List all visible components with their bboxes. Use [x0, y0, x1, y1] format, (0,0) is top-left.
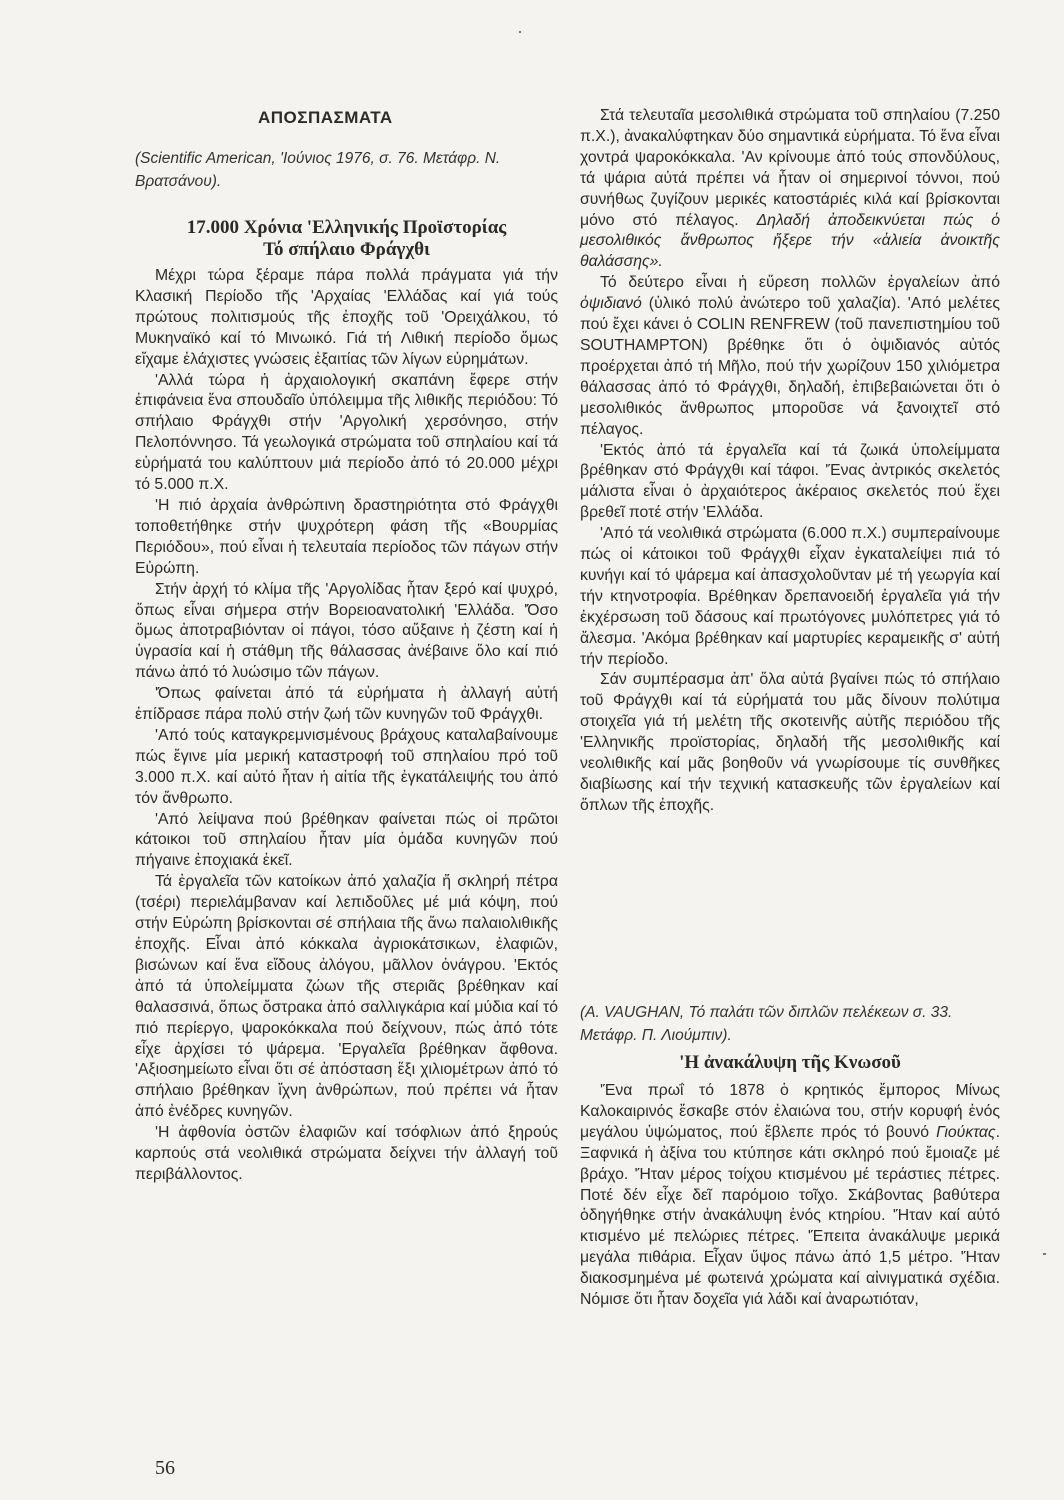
left-source-citation: (Scientific American, 'Ιούνιος 1976, σ. 76. Μετάφρ. Ν. Βρατσάνου). — [135, 150, 501, 190]
paragraph: 'Από τούς καταγκρεμνισμένους βράχους καταλαβαίνουμε πώς ἔγινε μία μερική καταστροφή τοῦ σπηλαίου πρό τοῦ 3.000 π.Χ. καί αὐτό ἦταν ἡ αἰτία τῆς ἐγκατάλειψής του ἀπό τόν ἄνθρωπο. — [135, 726, 558, 807]
paragraph: 'Εκτός ἀπό τά ἐργαλεῖα καί τά ζωικά ὑπολείμματα βρέθηκαν στό Φράγχθι καί τάφοι. 'Ένας ἀντρικός σκελετός μάλιστα εἶναι ὁ ἀρχαιότερος ἀκέραιος σκελετός πού ἔχει βρεθεῖ ποτέ στήν 'Ελλάδα. — [580, 441, 1000, 522]
scan-speck — [519, 31, 521, 33]
right-source-citation: (A. VAUGHAN, Τό παλάτι τῶν διπλῶν πελέκεων σ. 33. Μετάφρ. Π. Λιούμπιν). — [580, 1004, 953, 1044]
article1-title — [135, 217, 558, 261]
paragraph: Τά ἐργαλεῖα τῶν κατοίκων ἀπό χαλαζία ἤ σκληρή πέτρα (τσέρι) περιελάμβαναν καί λεπιδοῦλες μέ μιά κόψη, πού στήν Εὐρώπη βρίσκονται σέ σπήλαια τῆς ἄνω παλαιολιθικῆς ἐποχῆς. Εἶναι ἀπό κόκκαλα ἀγριοκάτσικων, ἐλαφιῶν, βισώνων καί ἕνα εἴδους ἀλόγου, μᾶλλον ὀνάγρου. 'Εκτός ἀπό τά ὑπολείμματα ζώων τῆς στεριᾶς βρέθηκαν καί θαλασσινά, ὅπως ὄστρακα ἀπό σαλλιγκάρια καί μύδια καί τό πιό περίεργο, ψαροκόκκαλα πού δείχνουν, πώς ἀπό τότε εἶχε ἀρχίσει τό ψάρεμα. 'Εργαλεῖα βρέθηκαν ἄφθονα. 'Αξιοσημείωτο εἶναι ὅτι σέ ἀπόσταση ἕξι χιλιομέτρων ἀπό τό σπήλαιο βρέθηκαν ἴχνη ἀνθρώπων, πού πρέπει νά ἦταν ἀπό ἐνέδρες κυνηγῶν. — [135, 873, 558, 1121]
article1-title-line1: 17.000 Χρόνια 'Ελληνικής Προϊστορίας — [186, 217, 507, 238]
paragraph: Τό δεύτερο εἶναι ἡ εὕρεση πολλῶν ἐργαλείων ἀπό ὀψιδιανό (ὑλικό πολύ ἀνώτερο τοῦ χαλαζία). 'Από μελέτες πού ἔχει κάνει ὁ COLIN RENFREW (τοῦ πανεπιστημίου τοῦ SOUTHAMPTON) βρέθηκε ὅτι ὁ ὀψιδιανός αὐτός προέρχεται ἀπό τή Μῆλο, πού τήν χωρίζουν 150 χιλιόμετρα θάλασσας ἀπό τό Φράγχθι, δηλαδή, ἐπιβεβαιώνεται ὅτι ὁ μεσολιθικός ἄνθρωπος μποροῦσε νά ξανοιχτεῖ στό πέλαγος. — [580, 274, 1000, 438]
article1-title-line2: Τό σπήλαιο Φράγχθι — [263, 239, 430, 260]
right-column-body — [580, 106, 1000, 817]
paragraph: 'Η ἀφθονία ὀστῶν ἐλαφιῶν καί τσόφλιων ἀπό ξηρούς καρπούς στά νεολιθικά στρώματα δείχνει τήν ἀλλαγή τοῦ περιβάλλοντος. — [135, 1124, 558, 1183]
section-title: ΑΠΟΣΠΑΣΜΑΤΑ — [258, 108, 393, 127]
left-column-body — [135, 266, 558, 1186]
paragraph: 'Η πιό ἀρχαία ἀνθρώπινη δραστηριότητα στό Φράγχθι τοποθετήθηκε στήν ψυχρότερη φάση τῆς «Βουρμίας Περιόδου», πού εἶναι ἡ τελευταία περίοδος τῶν πάγων στήν Εὐρώπη. — [135, 496, 558, 577]
article2-body — [580, 1081, 1000, 1311]
paragraph: Στήν ἀρχή τό κλίμα τῆς 'Αργολίδας ἦταν ξερό καί ψυχρό, ὅπως εἶναι σήμερα στήν Βορειοανατολική 'Ελλάδα. 'Όσο ὅμως ἀποτραβιόνταν οἱ πάγοι, τόσο αὔξαινε ἡ ζέστη καί ἡ ὑγρασία καί ἡ στάθμη τῆς θάλασσας ἀνέβαινε ὅλο καί πιό πάνω ἀπό τό λυώσιμο τῶν πάγων. — [135, 580, 558, 682]
article2-title: 'Η ἀνακάλυψη τῆς Κνωσοῦ — [679, 1052, 901, 1073]
italic-phrase: Δηλαδή ἀποδεικνύεται πώς ὁ μεσολιθικός ἄνθρωπος ἤξερε τήν «ἁλιεία ἀνοικτῆς θαλάσσης». — [580, 211, 1000, 271]
paragraph: 'Ένα πρωΐ τό 1878 ὁ κρητικός ἔμπορος Μίνως Καλοκαιρινός ἔσκαβε στόν ἐλαιώνα του, στήν κορυφή ἑνός μεγάλου ὑψώματος, πού ἔβλεπε πρός τό βουνό Γιούκτας. Ξαφνικά ἡ ἀξίνα του κτύπησε κάτι σκληρό πού ἔμοιαζε μέ βράχο. 'Ήταν μέρος τοίχου κτισμένου μέ τεράστιες πέτρες. Ποτέ δέν εἶχε δεῖ παρόμοιο τοῖχο. Σκάβοντας βαθύτερα ὁδηγήθηκε στήν ἀνακάλυψη ἑνός κτηρίου. 'Ήταν καί αὐτό κτισμένο μέ πελώριες πέτρες. 'Έπειτα ἀνακάλυψε μερικά μεγάλα πιθάρια. Εἶχαν ὕψος πάνω ἀπό 1,5 μέτρο. 'Ήταν διακοσμημένα μέ φωτεινά χρώματα καί αἰνιγματικά σχέδια. Νόμισε ὅτι ἦταν δοχεῖα γιά λάδι καί ἀναρωτιόταν, — [580, 1082, 1000, 1309]
scan-speck — [1043, 1253, 1046, 1255]
paragraph: 'Από τά νεολιθικά στρώματα (6.000 π.Χ.) συμπεραίνουμε πώς οἱ κάτοικοι τοῦ Φράγχθι εἶχαν ἐγκαταλείψει πιά τό κυνήγι καί τό ψάρεμα καί ἀπασχολοῦνταν μέ τή γεωργία καί τήν κτηνοτροφία. Βρέθηκαν δρεπανοειδή ἐργαλεῖα γιά τήν ἐκχέρσωση τοῦ δάσους καί πρωτόγονες μυλόπετρες γιά τό ἄλεσμα. 'Ακόμα βρέθηκαν καί μαρτυρίες κεραμεικῆς σ' αὐτή τήν περίοδο. — [580, 525, 1000, 668]
page-number: 56 — [155, 1457, 175, 1479]
paragraph: Μέχρι τώρα ξέραμε πάρα πολλά πράγματα γιά τήν Κλασική Περίοδο τῆς 'Αρχαίας 'Ελλάδας καί γιά τούς πρώτους πολιτισμούς τῆς ἐποχῆς τοῦ 'Ορειχάλκου, τό Μυκηναϊκό καί τό Μινωικό. Γιά τή Λιθική περίοδο ὅμως εἴχαμε ἐλάχιστες γνώσεις ἐξαιτίας τῶν λίγων εὑρημάτων. — [135, 267, 558, 368]
paragraph: Σάν συμπέρασμα ἀπ' ὅλα αὐτά βγαίνει πώς τό σπήλαιο τοῦ Φράγχθι καί τά εὑρήματά του μᾶς δίνουν πολύτιμα στοιχεῖα γιά τή μελέτη τῆς σκοτεινῆς αὐτῆς περιόδου τῆς 'Ελληνικῆς προϊστορίας, δηλαδή τῆς μεσολιθικῆς καί νεολιθικῆς καί μᾶς βοηθοῦν νά γνωρίσουμε τίς συνθῆκες διαβίωσης καί τήν τεχνική κατασκευῆς τῶν ἐργαλείων καί ὅπλων τῆς ἐποχῆς. — [580, 671, 1000, 814]
paragraph: Στά τελευταῖα μεσολιθικά στρώματα τοῦ σπηλαίου (7.250 π.Χ.), ἀνακαλύφτηκαν δύο σημαντικά εὑρήματα. Τό ἕνα εἶναι χοντρά ψαροκόκκαλα. 'Αν κρίνουμε ἀπό τούς σπονδύλους, τά ψάρια αὐτά πρέπει νά ἦταν οἱ σημερινοί τόννοι, πού συνήθως ζυγίζουν μερικές κατοστάριές κιλά καί βρίσκονται μόνο στό πέλαγος. Δηλαδή ἀποδεικνύεται πώς ὁ μεσολιθικός ἄνθρωπος ἤξερε τήν «ἁλιεία ἀνοικτῆς θαλάσσης». — [580, 107, 1000, 271]
paragraph: 'Όπως φαίνεται ἀπό τά εὑρήματα ἡ ἀλλαγή αὐτή ἐπίδρασε πάρα πολύ στήν ζωή τῶν κυνηγῶν τοῦ Φράγχθι. — [135, 685, 558, 724]
paragraph: 'Από λείψανα πού βρέθηκαν φαίνεται πώς οἱ πρῶτοι κάτοικοι τοῦ σπηλαίου ἦταν μία ὁμάδα κυνηγῶν πού πήγαινε ἐποχιακά ἐκεῖ. — [135, 810, 558, 870]
italic-phrase: ὀψιδιανό — [580, 295, 642, 313]
place-name: Γιούκτας — [936, 1123, 996, 1141]
paragraph: 'Αλλά τώρα ἡ ἀρχαιολογική σκαπάνη ἔφερε στήν ἐπιφάνεια ἕνα σπουδαῖο ὑπόλειμμα τῆς λιθικῆς περιόδου: Τό σπήλαιο Φράγχθι στήν 'Αργολική χερσόνησο, στήν Πελοπόννησο. Τά γεωλογικά στρώματα τοῦ σπηλαίου καί τά εὑρήματά του καλύπτουν μιά περίοδο ἀπό τό 20.000 μέχρι τό 5.000 π.Χ. — [135, 371, 558, 494]
